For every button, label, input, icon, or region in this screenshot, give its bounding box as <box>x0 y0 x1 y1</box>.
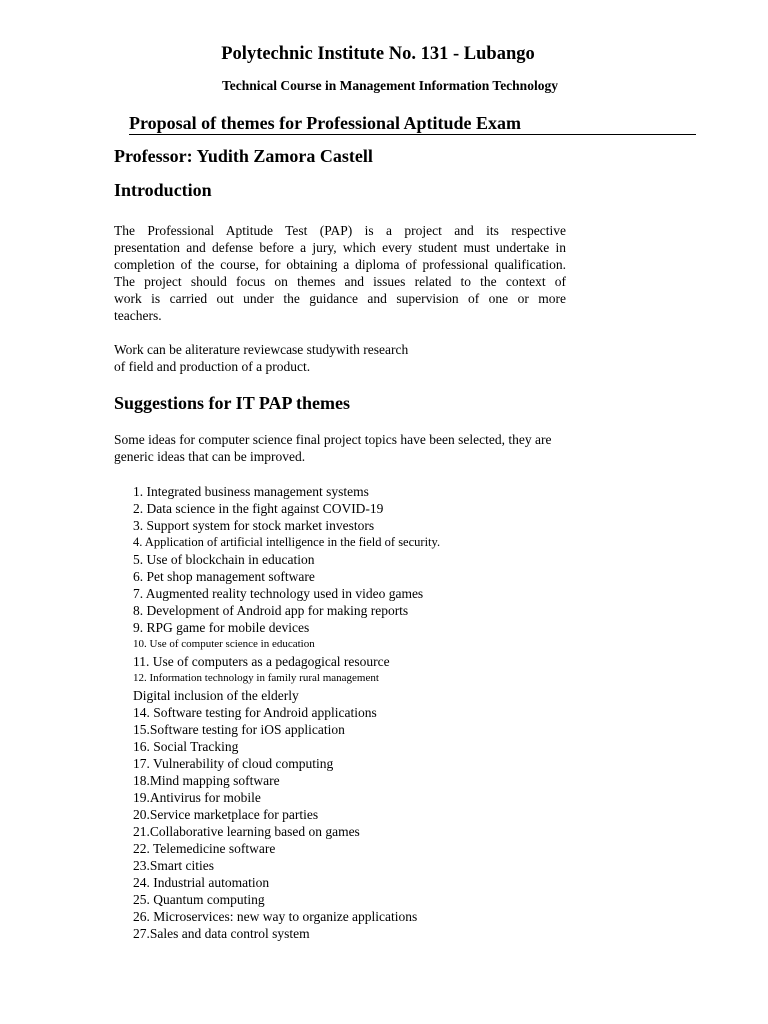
paragraph-line: teachers. <box>114 308 162 323</box>
list-item: 26. Microservices: new way to organize applications <box>133 909 418 924</box>
professor-name: Professor: Yudith Zamora Castell <box>114 146 373 166</box>
list-item: 2. Data science in the fight against COVID-19 <box>133 501 384 516</box>
list-item: 15.Software testing for iOS application <box>133 722 345 737</box>
list-item: 3. Support system for stock market investors <box>133 518 375 533</box>
proposal-title: Proposal of themes for Professional Aptitude Exam <box>129 112 696 135</box>
list-item: 12. Information technology in family rural management <box>133 672 379 684</box>
list-item: 27.Sales and data control system <box>133 926 310 941</box>
list-item: 25. Quantum computing <box>133 892 265 907</box>
paragraph-line: generic ideas that can be improved. <box>114 449 306 464</box>
institute-title: Polytechnic Institute No. 131 - Lubango <box>221 44 535 64</box>
list-item: 23.Smart cities <box>133 858 214 873</box>
list-item: 17. Vulnerability of cloud computing <box>133 756 334 771</box>
list-item: 14. Software testing for Android applications <box>133 705 377 720</box>
list-item: 20.Service marketplace for parties <box>133 807 319 822</box>
paragraph-line: The project should focus on themes and issues related to the context of <box>114 274 566 289</box>
list-item: 8. Development of Android app for making reports <box>133 603 409 618</box>
list-item: 22. Telemedicine software <box>133 841 276 856</box>
paragraph-line: presentation and defense before a jury, which every student must undertake in <box>114 240 566 255</box>
course-subtitle: Technical Course in Management Information Technology <box>222 78 558 93</box>
list-item: 4. Application of artificial intelligence in the field of security. <box>133 535 441 549</box>
work-type-paragraph <box>114 341 566 375</box>
themes-list <box>133 483 440 942</box>
list-item: 10. Use of computer science in education <box>133 638 315 650</box>
list-item: 24. Industrial automation <box>133 875 270 890</box>
paragraph-line: Some ideas for computer science final project topics have been selected, they are <box>114 432 552 447</box>
suggestions-intro-paragraph <box>114 431 566 465</box>
paragraph-line: The Professional Aptitude Test (PAP) is a project and its respective <box>114 223 566 238</box>
list-item: Digital inclusion of the elderly <box>133 688 299 703</box>
list-item: 6. Pet shop management software <box>133 569 315 584</box>
list-item: 16. Social Tracking <box>133 739 239 754</box>
list-item: 1. Integrated business management systems <box>133 484 369 499</box>
paragraph-line: Work can be aliterature reviewcase studywith research <box>114 342 409 357</box>
paragraph-line: work is carried out under the guidance and supervision of one or more <box>114 291 566 306</box>
list-item: 19.Antivirus for mobile <box>133 790 261 805</box>
paragraph-line: completion of the course, for obtaining a diploma of professional qualification. <box>114 257 566 272</box>
list-item: 21.Collaborative learning based on games <box>133 824 360 839</box>
list-item: 9. RPG game for mobile devices <box>133 620 310 635</box>
introduction-heading: Introduction <box>114 180 212 200</box>
list-item: 5. Use of blockchain in education <box>133 552 315 567</box>
introduction-paragraph <box>114 222 566 324</box>
list-item: 18.Mind mapping software <box>133 773 280 788</box>
paragraph-line: of field and production of a product. <box>114 359 311 374</box>
suggestions-heading: Suggestions for IT PAP themes <box>114 393 351 413</box>
list-item: 11. Use of computers as a pedagogical resource <box>133 654 390 669</box>
list-item: 7. Augmented reality technology used in video games <box>133 586 424 601</box>
